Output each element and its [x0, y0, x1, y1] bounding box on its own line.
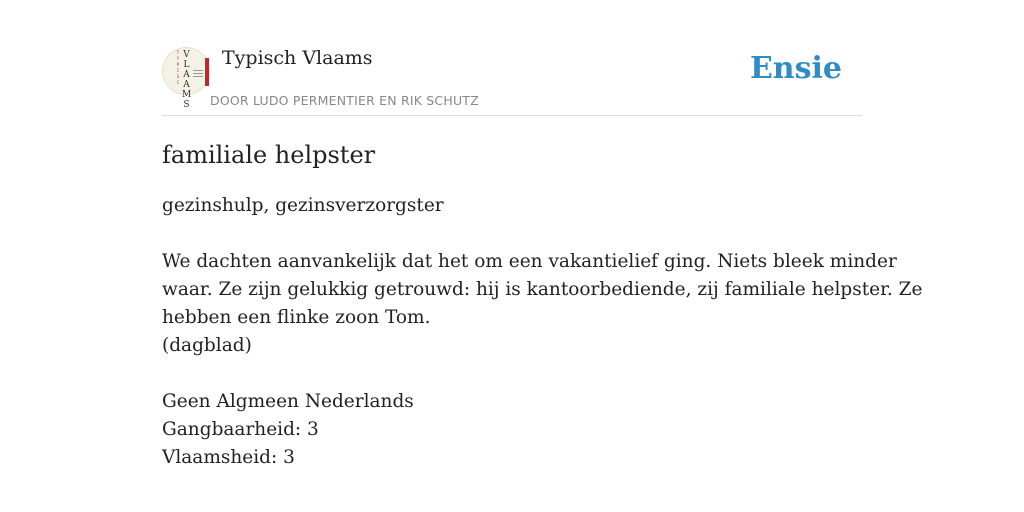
example-line: hebben een flinke zoon Tom.	[162, 307, 431, 328]
spacer	[162, 220, 862, 248]
stat-vlaamsheid: Vlaamsheid: 3	[162, 447, 295, 468]
book-cover-icon[interactable]	[162, 47, 210, 110]
cover-spine	[205, 58, 209, 86]
site-title[interactable]: Typisch Vlaams	[222, 47, 373, 69]
cover-red-letters: T Y P I S C	[176, 50, 180, 85]
stat-gangbaarheid: Gangbaarheid: 3	[162, 419, 319, 440]
cover-fine-print	[193, 70, 203, 80]
spacer	[162, 360, 862, 388]
example-source: (dagblad)	[162, 335, 252, 356]
example-line: waar. Ze zijn gelukkig getrouwd: hij is kantoorbediende, zij familiale helpster. Ze	[162, 279, 923, 300]
cover-letters: V L A A M S	[182, 50, 192, 110]
entry-definition: gezinshulp, gezinsverzorgster	[162, 195, 444, 216]
byline: DOOR LUDO PERMENTIER EN RIK SCHUTZ	[210, 93, 479, 108]
header	[162, 0, 862, 116]
example-line: We dachten aanvankelijk dat het om een vakantielief ging. Niets bleek minder	[162, 251, 897, 272]
entry-card	[162, 0, 923, 512]
stat-language: Geen Algmeen Nederlands	[162, 391, 414, 412]
entry-content	[162, 192, 923, 472]
brand-logo[interactable]: Ensie	[749, 51, 842, 86]
entry-term: familiale helpster	[162, 141, 376, 169]
